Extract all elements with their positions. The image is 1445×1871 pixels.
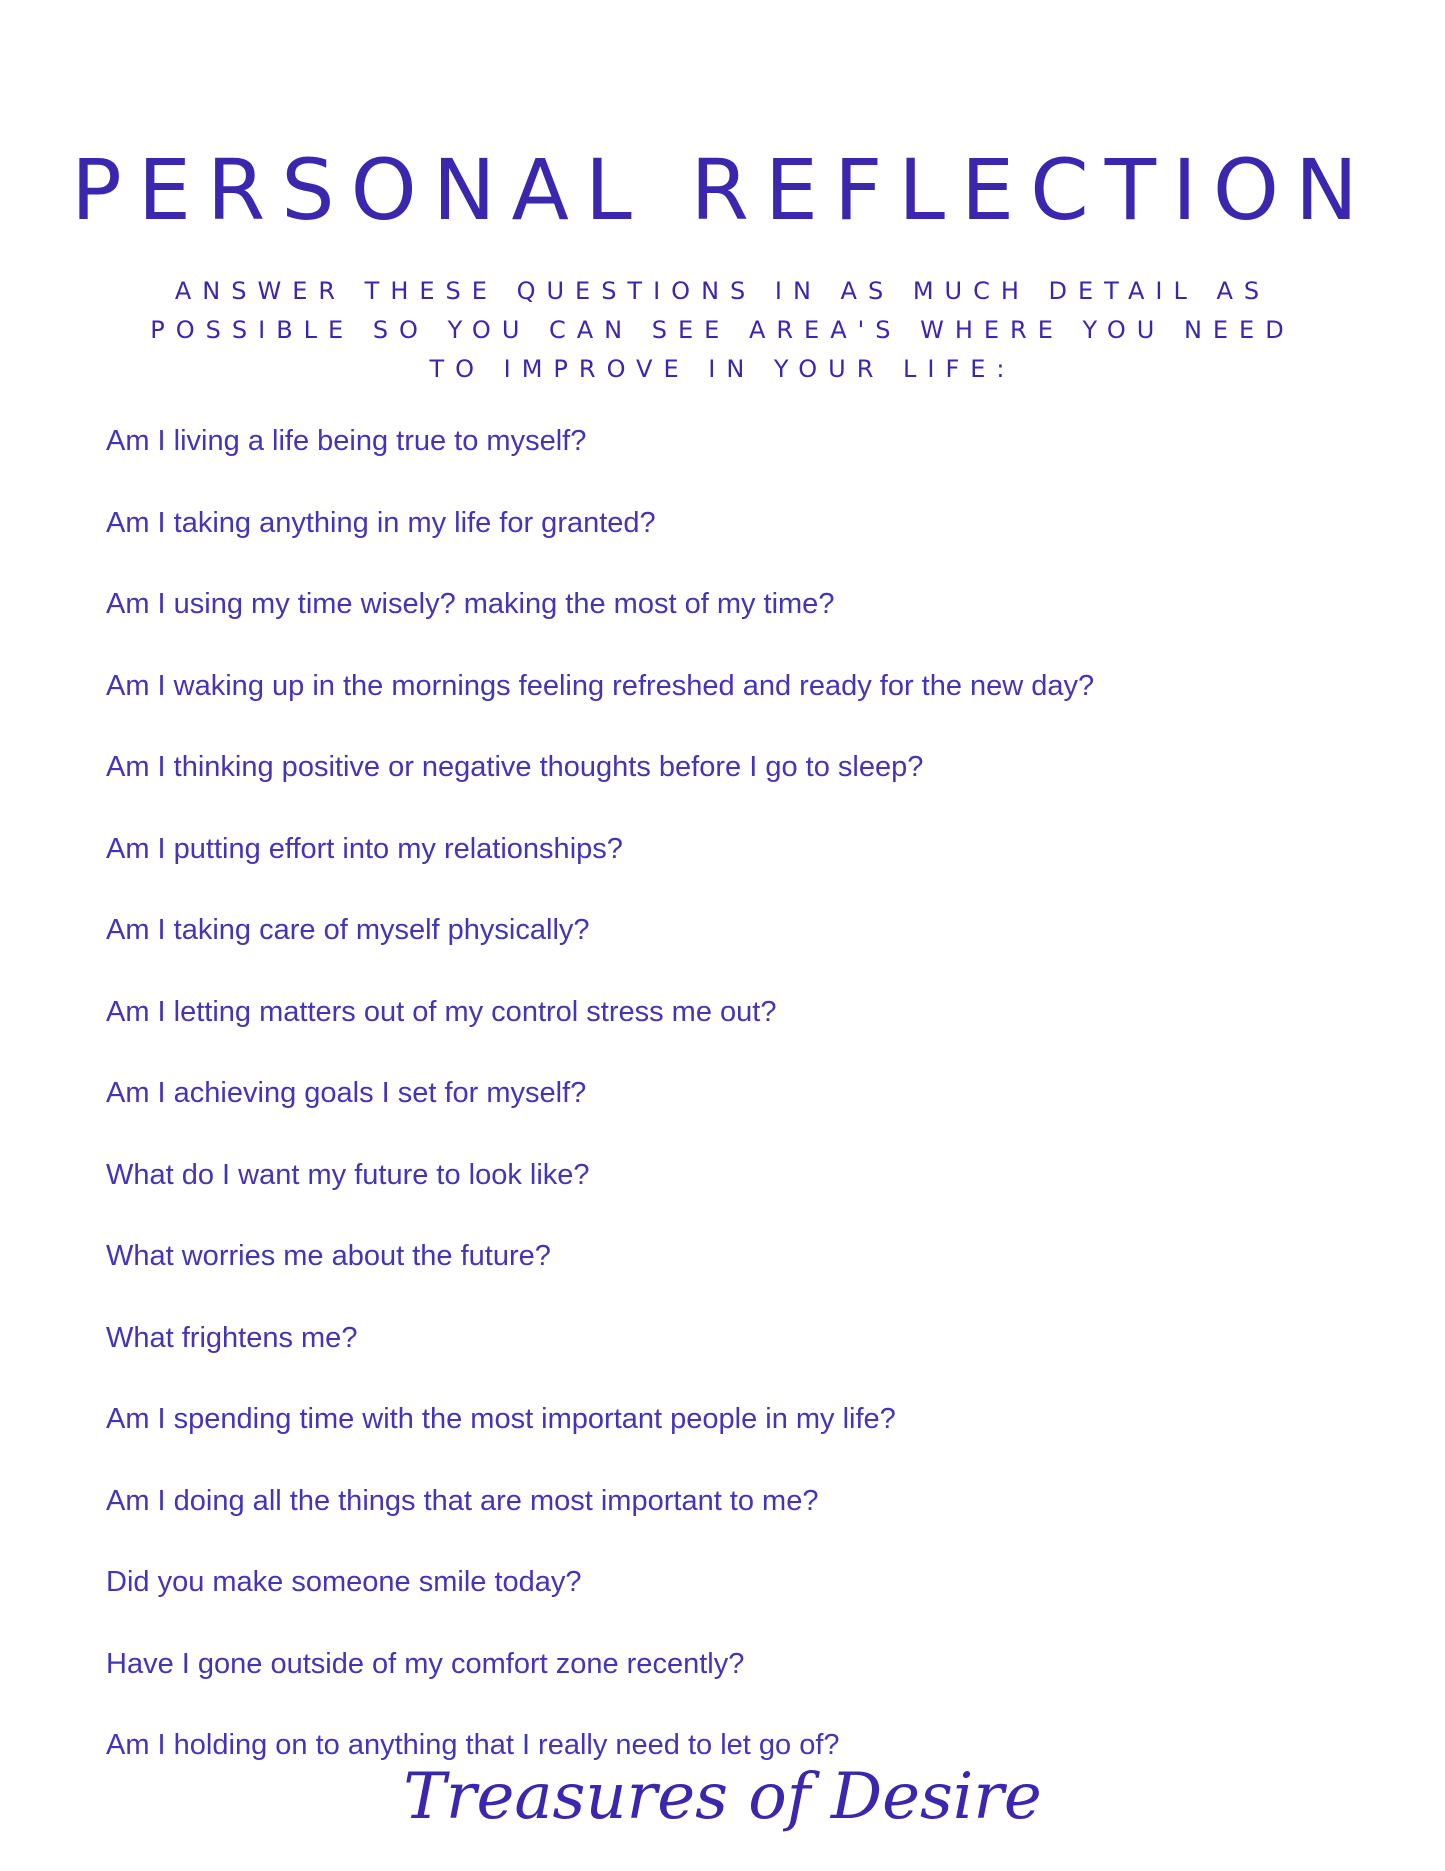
question-item: Have I gone outside of my comfort zone recently? bbox=[106, 1647, 745, 1680]
question-item: Am I using my time wisely? making the most of my time? bbox=[106, 588, 835, 620]
question-item: Am I taking care of myself physically? bbox=[106, 914, 590, 946]
question-item: Am I putting effort into my relationships? bbox=[106, 832, 623, 865]
question-item: Am I achieving goals I set for myself? bbox=[106, 1077, 587, 1109]
question-item: Am I doing all the things that are most important to me? bbox=[106, 1484, 819, 1517]
question-item: What do I want my future to look like? bbox=[106, 1158, 590, 1191]
question-item: Am I spending time with the most important people in my life? bbox=[106, 1403, 896, 1435]
question-item: Am I letting matters out of my control stress me out? bbox=[106, 995, 777, 1028]
page-title: PERSONAL REFLECTION bbox=[71, 141, 1374, 239]
question-item: Did you make someone smile today? bbox=[106, 1566, 582, 1598]
question-item: What worries me about the future? bbox=[106, 1240, 551, 1272]
question-item: Am I living a life being true to myself? bbox=[106, 425, 587, 457]
question-item: Am I holding on to anything that I really need to let go of? bbox=[106, 1729, 840, 1761]
question-item: Am I taking anything in my life for granted? bbox=[106, 506, 656, 539]
question-list bbox=[106, 416, 1336, 1802]
brand-signature: Treasures of Desire bbox=[403, 1760, 1042, 1834]
question-item: Am I thinking positive or negative thoughts before I go to sleep? bbox=[106, 751, 924, 783]
page-subtitle: ANSWER THESE QUESTIONS IN AS MUCH DETAIL AS POSSIBLE SO YOU CAN SEE AREA'S WHERE YOU NEED TO IMPROVE IN YOUR LIFE: bbox=[150, 277, 1295, 383]
question-item: Am I waking up in the mornings feeling refreshed and ready for the new day? bbox=[106, 669, 1095, 702]
question-item: What frightens me? bbox=[106, 1321, 358, 1354]
